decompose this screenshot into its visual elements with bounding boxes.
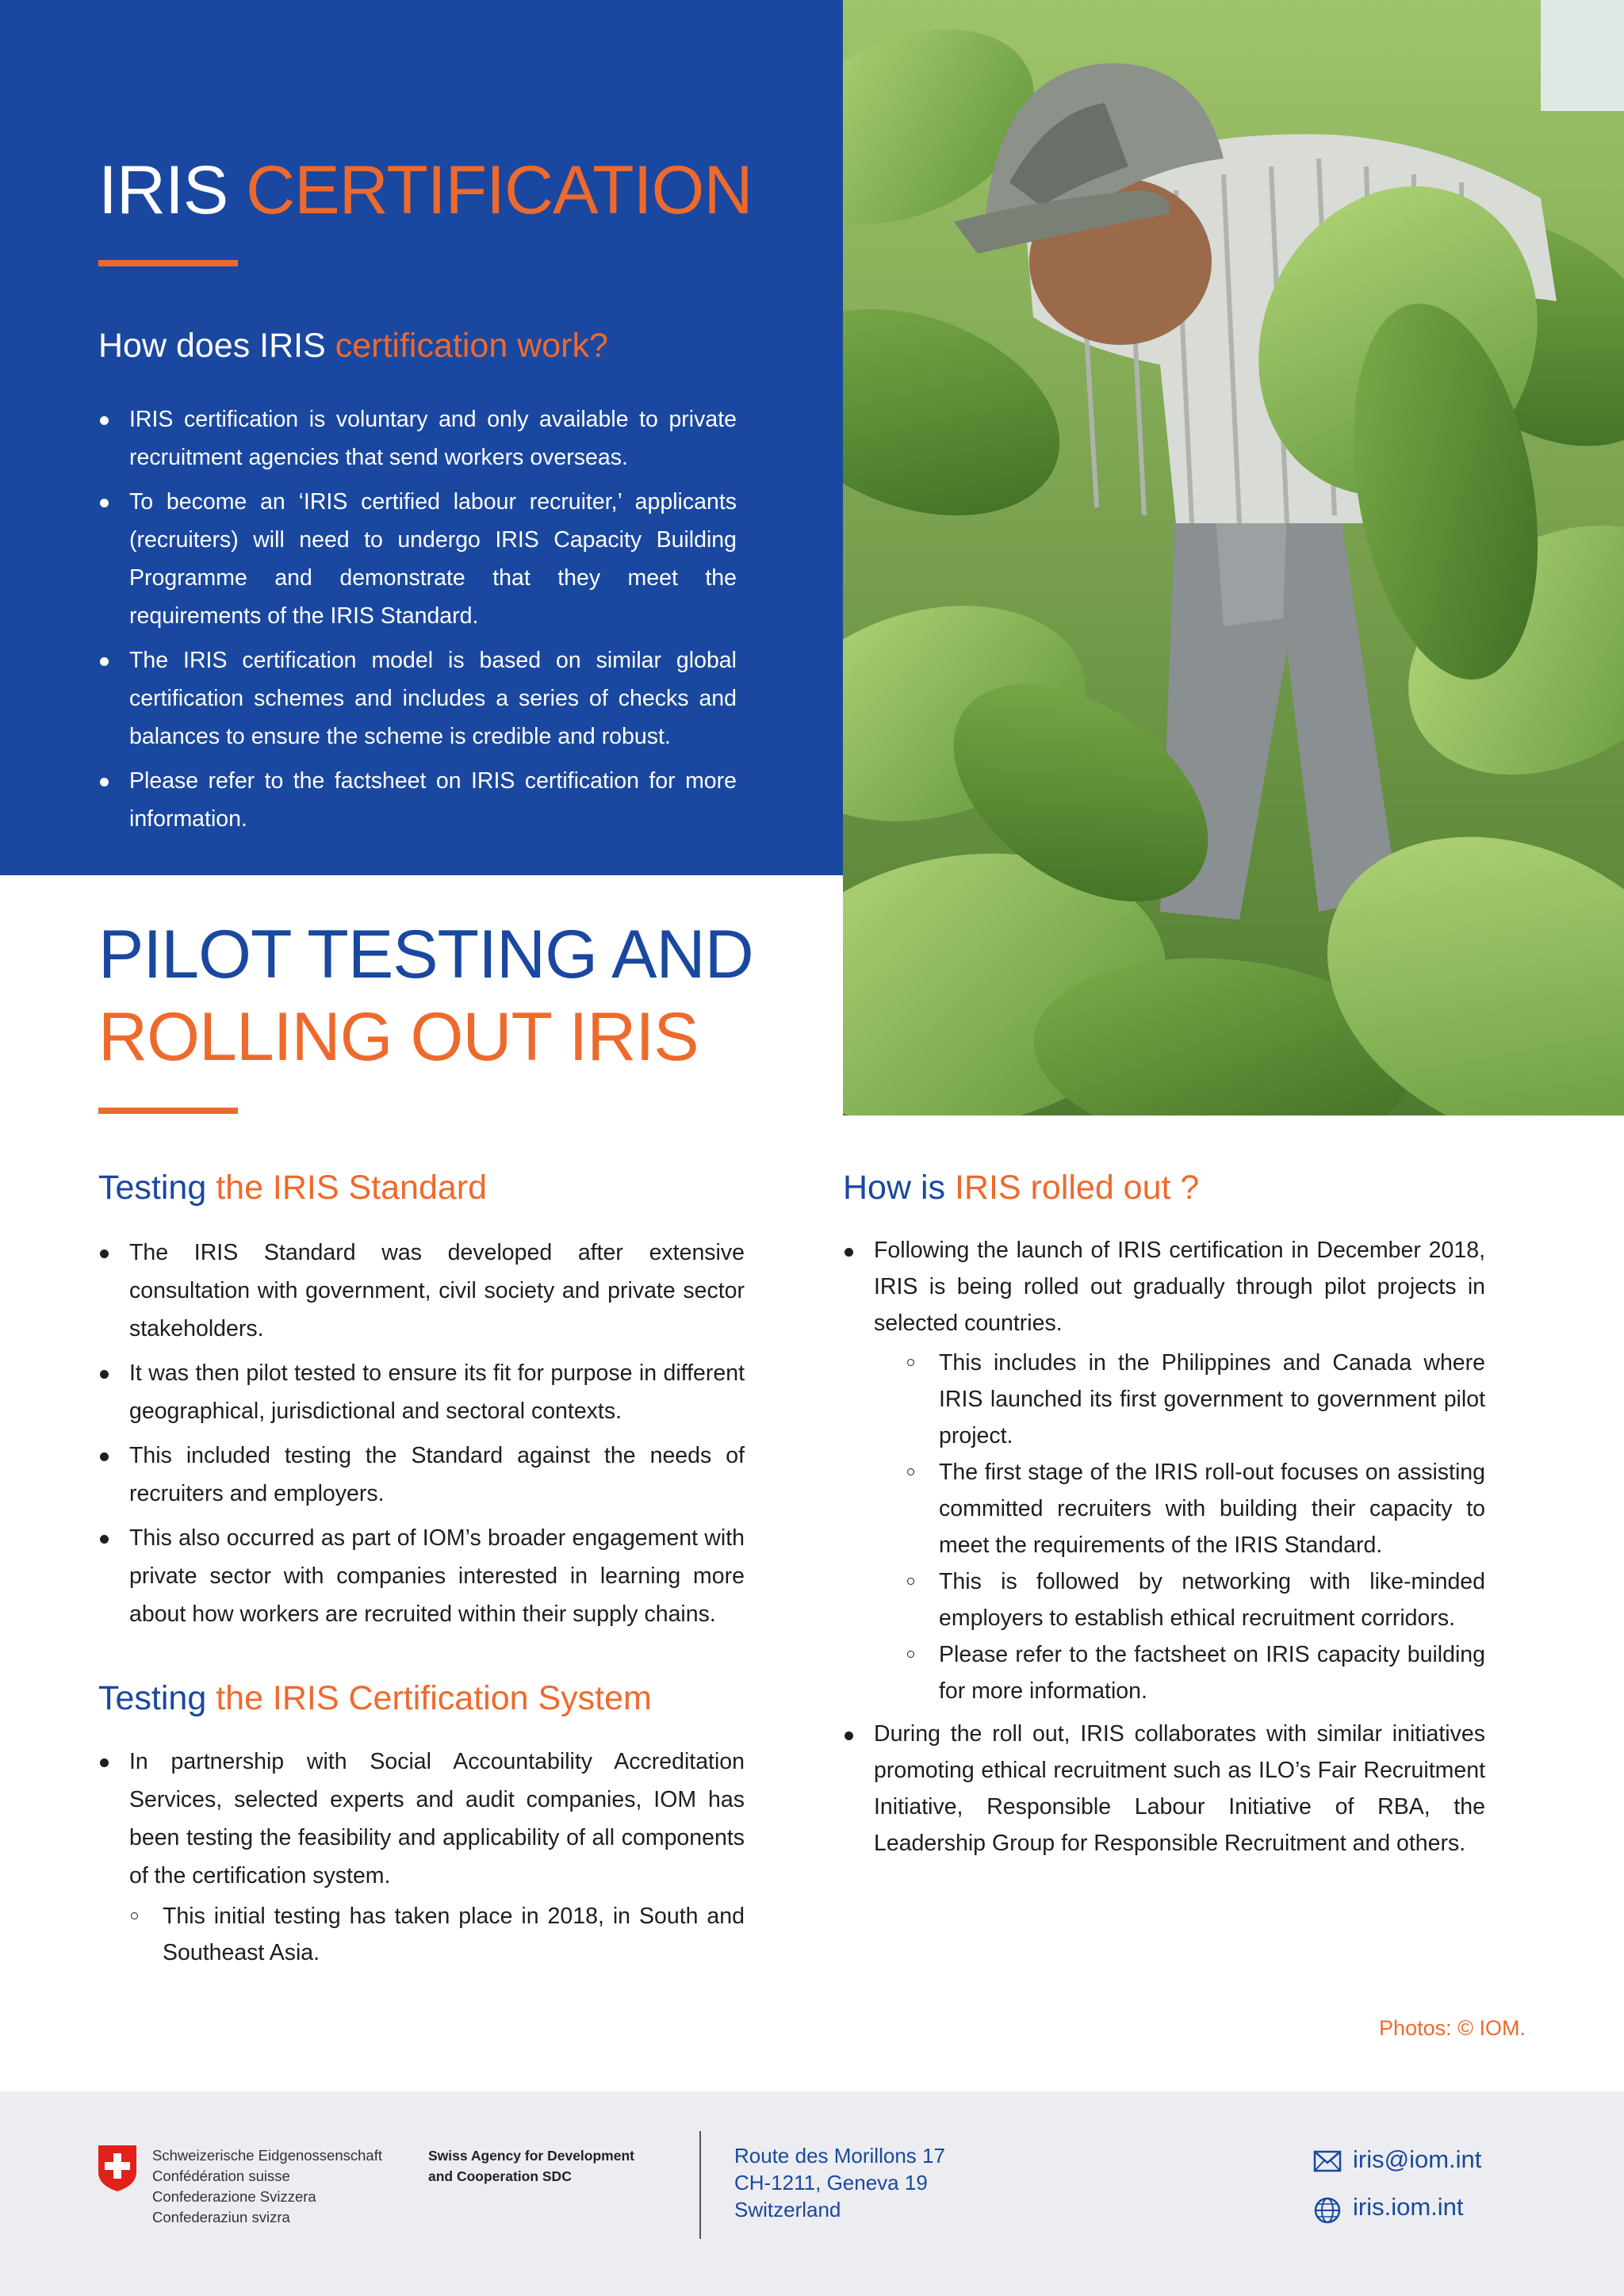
email-link[interactable]: iris@iom.int	[1353, 2145, 1482, 2173]
main-title	[98, 152, 812, 228]
farmer-photo	[843, 0, 1624, 1115]
main-title-part2: CERTIFICATION	[246, 152, 753, 228]
confederation-line: Schweizerische Eidgenossenschaft	[152, 2147, 382, 2164]
title-underline	[98, 260, 238, 266]
list-item-text: In partnership with Social Accountability Accreditation Services, selected experts and audit companies, IOM has been testing the feasibility and applicability of all components of the certification system.	[129, 1749, 745, 1888]
list-item: The IRIS Standard was developed after extensive consultation with government, civil society and private sector stakeholders.	[98, 1234, 745, 1348]
address-line: Route des Morillons 17	[734, 2144, 945, 2168]
sdc-line: Swiss Agency for Development	[428, 2148, 634, 2164]
list-item: The IRIS certification model is based on similar global certification schemes and includes a series of checks and balances to ensure the scheme is credible and robust.	[98, 641, 737, 756]
rollout-list	[843, 1232, 1485, 1862]
sub-list-item: This includes in the Philippines and Canada where IRIS launched its first government to government pilot project.	[906, 1345, 1485, 1454]
testing-standard-list	[98, 1234, 745, 1633]
testing-certification-list	[98, 1743, 745, 1971]
list-item: This included testing the Standard against the needs of recruiters and employers.	[98, 1437, 745, 1513]
right-column	[843, 1167, 1534, 1868]
pilot-title	[98, 913, 812, 1078]
footer-divider	[699, 2131, 701, 2239]
rollout-heading-part1: How is	[843, 1169, 946, 1207]
farmer-photo-illustration	[843, 0, 1624, 1115]
testing-standard-heading	[98, 1167, 745, 1208]
testing-standard-heading-part2: the IRIS Standard	[216, 1169, 488, 1207]
certification-bullets	[98, 400, 737, 844]
left-column	[98, 1167, 745, 1977]
list-item-text: Following the launch of IRIS certification in December 2018, IRIS is being rolled out gradually through pilot projects in selected countries.	[874, 1238, 1485, 1336]
sdc-line: and Cooperation SDC	[428, 2168, 572, 2184]
how-heading-part1: How does IRIS	[98, 327, 326, 365]
list-item	[98, 1743, 745, 1971]
website-link[interactable]: iris.iom.int	[1353, 2193, 1464, 2221]
list-item: To become an ‘IRIS certified labour recruiter,’ applicants (recruiters) will need to undergo IRIS Capacity Building Programme and demonstrate that they meet the requirements of the IRIS Standard.	[98, 483, 737, 635]
pilot-title-line2: ROLLING OUT IRIS	[98, 999, 699, 1075]
pilot-title-underline	[98, 1108, 238, 1114]
pilot-title-line1: PILOT TESTING AND	[98, 916, 753, 993]
address-line: Switzerland	[734, 2198, 841, 2221]
sub-list	[906, 1345, 1485, 1709]
sdc-text	[428, 2145, 666, 2187]
footer	[0, 2091, 1624, 2296]
list-item: IRIS certification is voluntary and only available to private recruitment agencies that send workers overseas.	[98, 400, 737, 476]
list-item: It was then pilot tested to ensure its fit for purpose in different geographical, jurisdictional and sectoral contexts.	[98, 1354, 745, 1430]
main-title-part1: IRIS	[98, 152, 228, 228]
list-item	[843, 1232, 1485, 1709]
rollout-heading-part2: IRIS rolled out ?	[954, 1169, 1200, 1207]
confederation-line: Confederaziun svizra	[152, 2209, 290, 2225]
address-line: CH-1211, Geneva 19	[734, 2171, 928, 2195]
testing-certification-heading-part2: the IRIS Certification System	[216, 1679, 652, 1717]
list-item: During the roll out, IRIS collaborates with similar initiatives promoting ethical recruitment such as ILO’s Fair Recruitment Initiative, Responsible Labour Initiative of RBA, the Leadership Group for Responsible Recruitment and others.	[843, 1716, 1485, 1862]
list-item: This also occurred as part of IOM’s broader engagement with private sector with companies interested in learning more about how workers are recruited within their supply chains.	[98, 1519, 745, 1633]
photo-credit: Photos: © IOM.	[1379, 2016, 1526, 2040]
testing-certification-heading	[98, 1678, 745, 1719]
sub-list-item: This is followed by networking with like-minded employers to establish ethical recruitment corridors.	[906, 1563, 1485, 1636]
address	[734, 2142, 1051, 2223]
confederation-text	[152, 2145, 414, 2228]
sub-list-item: Please refer to the factsheet on IRIS capacity building for more information.	[906, 1636, 1485, 1709]
globe-icon	[1313, 2196, 1342, 2225]
confederation-line: Confederazione Svizzera	[152, 2188, 316, 2205]
how-heading-part2: certification work?	[335, 327, 608, 365]
swiss-flag-icon	[98, 2145, 136, 2191]
sub-list	[129, 1898, 745, 1971]
rollout-heading	[843, 1167, 1534, 1208]
sub-list-item: This initial testing has taken place in 2018, in South and Southeast Asia.	[129, 1898, 745, 1971]
testing-standard-heading-part1: Testing	[98, 1169, 207, 1207]
testing-certification-heading-part1: Testing	[98, 1679, 207, 1717]
sub-list-item: The first stage of the IRIS roll-out focuses on assisting committed recruiters with building their capacity to meet the requirements of the IRIS Standard.	[906, 1454, 1485, 1563]
how-heading	[98, 325, 812, 366]
list-item: Please refer to the factsheet on IRIS certification for more information.	[98, 762, 737, 838]
confederation-line: Confédération suisse	[152, 2168, 290, 2184]
envelope-icon	[1313, 2150, 1342, 2172]
